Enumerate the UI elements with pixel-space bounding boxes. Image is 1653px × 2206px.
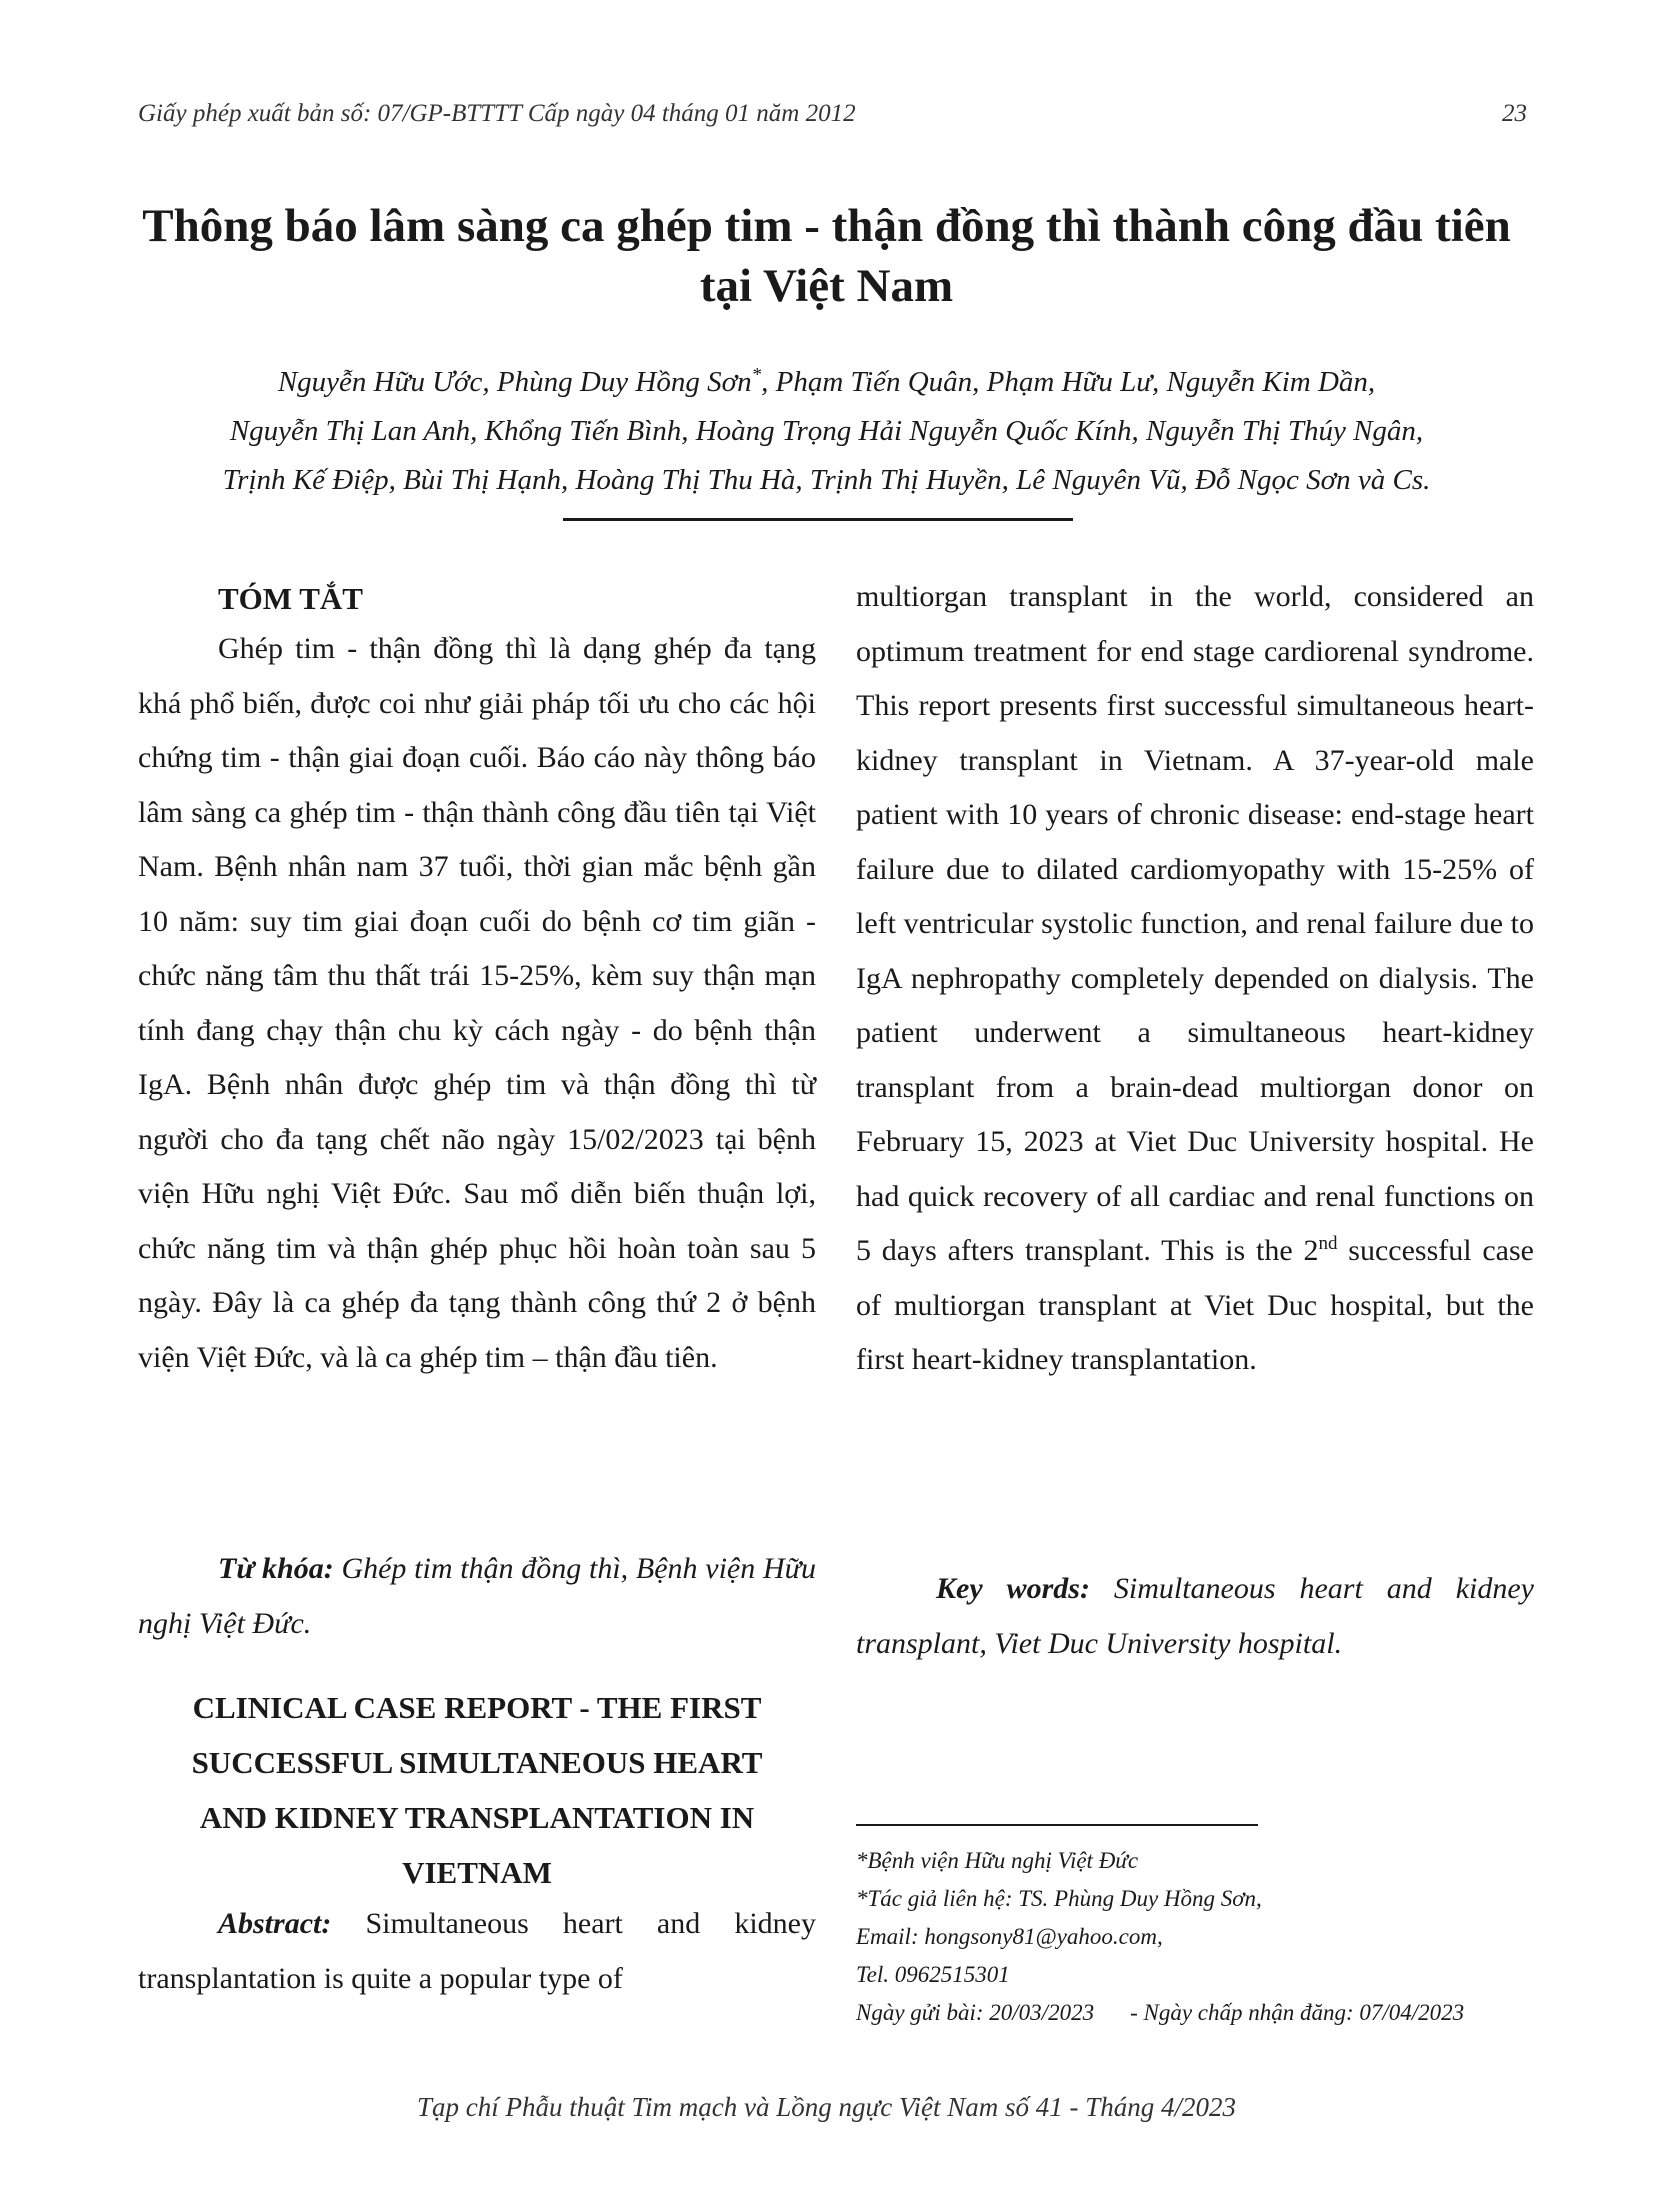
footnote-phone: Tel. 0962515301 [856,1962,1010,1987]
english-title: CLINICAL CASE REPORT - THE FIRST SUCCESSFUL SIMULTANEOUS HEART AND KIDNEY TRANSPLANTATION IN VIETNAM [191,1690,763,1890]
author-line-3: Trịnh Kế Điệp, Bùi Thị Hạnh, Hoàng Thị Thu Hà, Trịnh Thị Huyền, Lê Nguyên Vũ, Đỗ Ngọc Sơn và Cs. [222,464,1431,496]
abstract-label: Abstract: [218,1907,332,1940]
en-keywords-text: Simultaneous heart and kidney transplant, Viet Duc University hospital. [856,1572,1534,1660]
vi-keywords-text: Ghép tim thận đồng thì, Bệnh viện Hữu nghị Việt Đức. [138,1552,816,1640]
author-line-2: Nguyễn Thị Lan Anh, Khổng Tiến Bình, Hoàng Trọng Hải Nguyễn Quốc Kính, Nguyễn Thị Thúy Ngân, [229,415,1424,447]
footnote-email: Email: hongsony81@yahoo.com, [856,1924,1163,1949]
vi-keywords [138,1542,816,1651]
ordinal-suffix: nd [1318,1233,1338,1254]
en-keywords-label: Key words: [936,1572,1090,1605]
footnote-corresponding: *Tác giả liên hệ: TS. Phùng Duy Hồng Sơn, [856,1886,1262,1911]
author-list [120,358,1533,505]
en-keywords [856,1562,1534,1671]
author-divider [563,518,1073,521]
journal-footer: Tạp chí Phẫu thuật Tim mạch và Lồng ngực Việt Nam số 41 - Tháng 4/2023 [417,2092,1236,2122]
author-line-1: Nguyễn Hữu Ước, Phùng Duy Hồng Sơn*, Phạm Tiến Quân, Phạm Hữu Lư, Nguyễn Kim Dần, [277,364,1376,398]
page-number: 23 [1502,100,1527,127]
received-date: Ngày gửi bài: 20/03/2023 [856,2000,1095,2025]
running-header [138,100,1527,128]
footnotes [856,1842,1546,2032]
footnote-affiliation: *Bệnh viện Hữu nghị Việt Đức [856,1848,1139,1873]
footnote-dates [856,1994,1546,2032]
vi-abstract-body: Ghép tim - thận đồng thì là dạng ghép đa tạng khá phổ biến, được coi như giải pháp tối ưu cho các hội chứng tim - thận giai đoạn cuối. Báo cáo này thông báo lâm sàng ca ghép tim - thận thành công đầu tiên tại Việt Nam. Bệnh nhân nam 37 tuổi, thời gian mắc bệnh gần 10 năm: suy tim giai đoạn cuối do bệnh cơ tim giãn - chức năng tâm thu thất trái 15-25%, kèm suy thận mạn tính đang chạy thận chu kỳ cách ngày - do bệnh thận IgA. Bệnh nhân được ghép tim và thận đồng thì từ người cho đa tạng chết não ngày 15/02/2023 tại bệnh viện Hữu nghị Việt Đức. Sau mổ diễn biến thuận lợi, chức năng tim và thận ghép phục hồi hoàn toàn sau 5 ngày. Đây là ca ghép đa tạng thành công thứ 2 ở bệnh viện Việt Đức, và là ca ghép tim – thận đầu tiên. [138,632,816,1374]
vi-abstract-heading: TÓM TẮT [218,581,363,616]
license-line: Giấy phép xuất bản số: 07/GP-BTTTT Cấp ngày 04 tháng 01 năm 2012 [138,100,856,127]
accepted-date: - Ngày chấp nhận đăng: 07/04/2023 [1130,2000,1465,2025]
corresponding-mark: * [751,364,762,386]
en-abstract-body-cont: multiorgan transplant in the world, considered an optimum treatment for end stage cardiorenal syndrome. This report presents first successful simultaneous heart-kidney transplant in Vietnam. A 37-year-old male patient with 10 years of chronic disease: end-stage heart failure due to dilated cardiomyopathy with 15-25% of left ventricular systolic function, and renal failure due to IgA nephropathy completely depended on dialysis. The patient underwent a simultaneous heart-kidney transplant from a brain-dead multiorgan donor on February 15, 2023 at Viet Duc University hospital. He had quick recovery of all cardiac and renal functions on 5 days afters transplant. This is the 2nd successful case of multiorgan transplant at Viet Duc hospital, but the first heart-kidney transplantation. [856,580,1534,1376]
footnote-divider [856,1824,1258,1826]
vi-keywords-label: Từ khóa: [218,1552,334,1585]
en-abstract-body-start: Abstract: Simultaneous heart and kidney transplantation is quite a popular type of [138,1907,816,1995]
article-title: Thông báo lâm sàng ca ghép tim - thận đồng thì thành công đầu tiên tại Việt Nam [142,200,1511,312]
